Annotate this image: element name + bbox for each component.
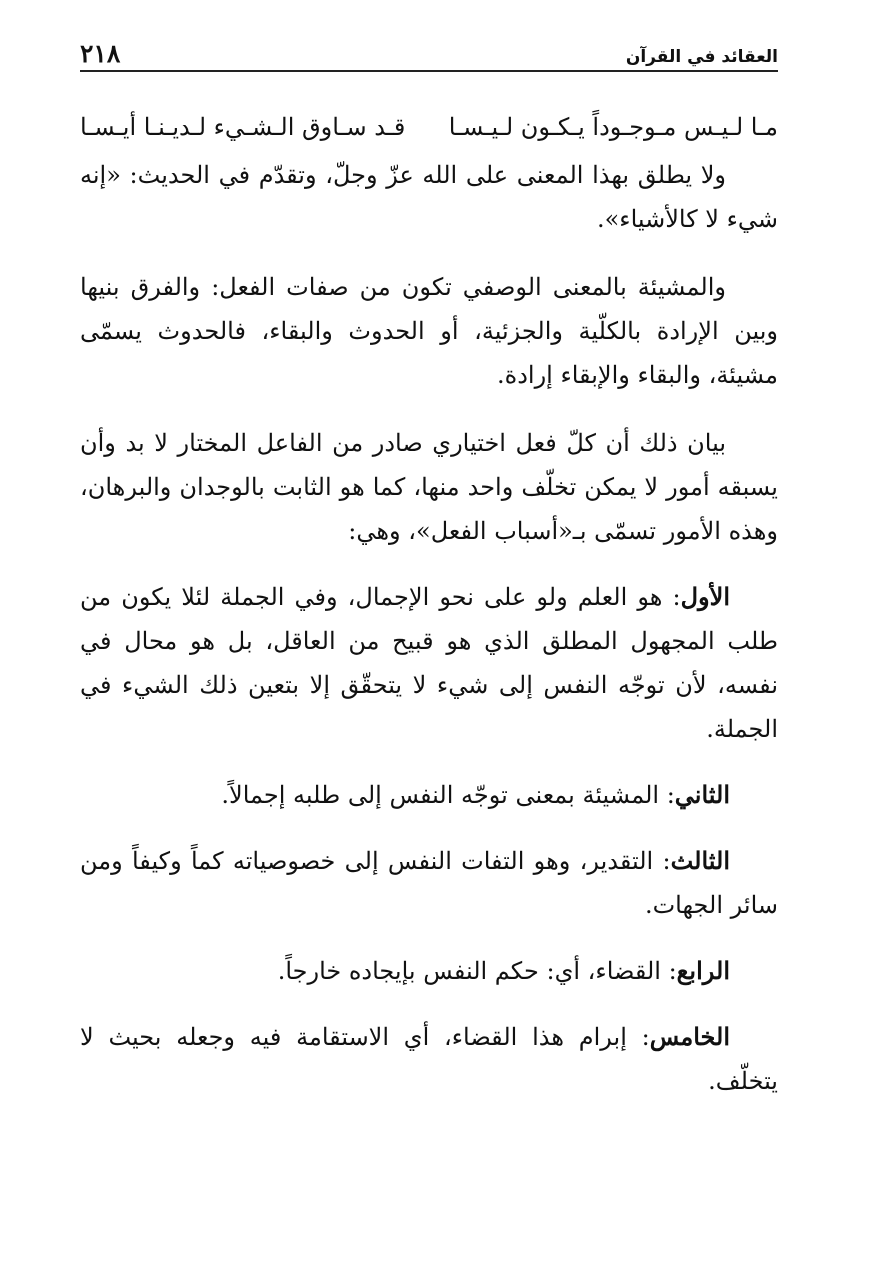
list-item (80, 839, 778, 927)
list-item (80, 1015, 778, 1103)
item-text: : القضاء، أي: حكم النفس بإيجاده خارجاً. (277, 957, 677, 985)
book-title: العقائد في القرآن (625, 47, 778, 67)
item-label: الثاني (674, 780, 730, 809)
poetry-verse (80, 106, 778, 149)
item-label: الثالث (670, 846, 730, 875)
item-label: الخامس (649, 1022, 730, 1051)
item-text: : المشيئة بمعنى توجّه النفس إلى طلبه إجمالاً. (221, 781, 675, 809)
list-item (80, 949, 778, 993)
item-text: : إبرام هذا القضاء، أي الاستقامة فيه وجعله بحيث لا يتخلّف. (80, 1023, 778, 1095)
item-label: الرابع (676, 956, 730, 985)
verse-hemistich-right: مـا لـيـس مـوجـوداً يـكـون لـيـسـا (448, 113, 778, 141)
paragraph-1: ولا يطلق بهذا المعنى على الله عزّ وجلّ، وتقدّم في الحديث: «إنه شيء لا كالأشياء». (80, 161, 778, 233)
paragraph-3: بيان ذلك أن كلّ فعل اختياري صادر من الفاعل المختار لا بد وأن يسبقه أمور لا يمكن تخلّف واحد منها، كما هو الثابت بالوجدان والبرهان، وهذه الأمور تسمّى بـ«أسباب الفعل»، وهي: (80, 429, 778, 545)
item-text: : هو العلم ولو على نحو الإجمال، وفي الجملة لئلا يكون من طلب المجهول المطلق الذي هو قبيح من العاقل، بل هو محال في نفسه، لأن توجّه النفس إلى شيء لا يتحقّق إلا بتعين ذلك الشيء في الجملة. (80, 583, 778, 743)
page-number: ٢١٨ (80, 39, 121, 68)
page-content (80, 106, 778, 1103)
list-item (80, 575, 778, 751)
verse-hemistich-left: قـد سـاوق الـشـيء لـديـنـا أيـسـا (80, 113, 406, 141)
item-text: : التقدير، وهو التفات النفس إلى خصوصياته كماً وكيفاً ومن سائر الجهات. (80, 847, 778, 919)
running-header (80, 30, 778, 72)
item-label: الأول (680, 582, 730, 611)
paragraph-2: والمشيئة بالمعنى الوصفي تكون من صفات الفعل: والفرق بنيها وبين الإرادة بالكلّية والجزئية، أو الحدوث والبقاء، فالحدوث يسمّى مشيئة، والبقاء والإبقاء إرادة. (80, 273, 778, 389)
list-item (80, 773, 778, 817)
book-page (80, 30, 778, 1244)
